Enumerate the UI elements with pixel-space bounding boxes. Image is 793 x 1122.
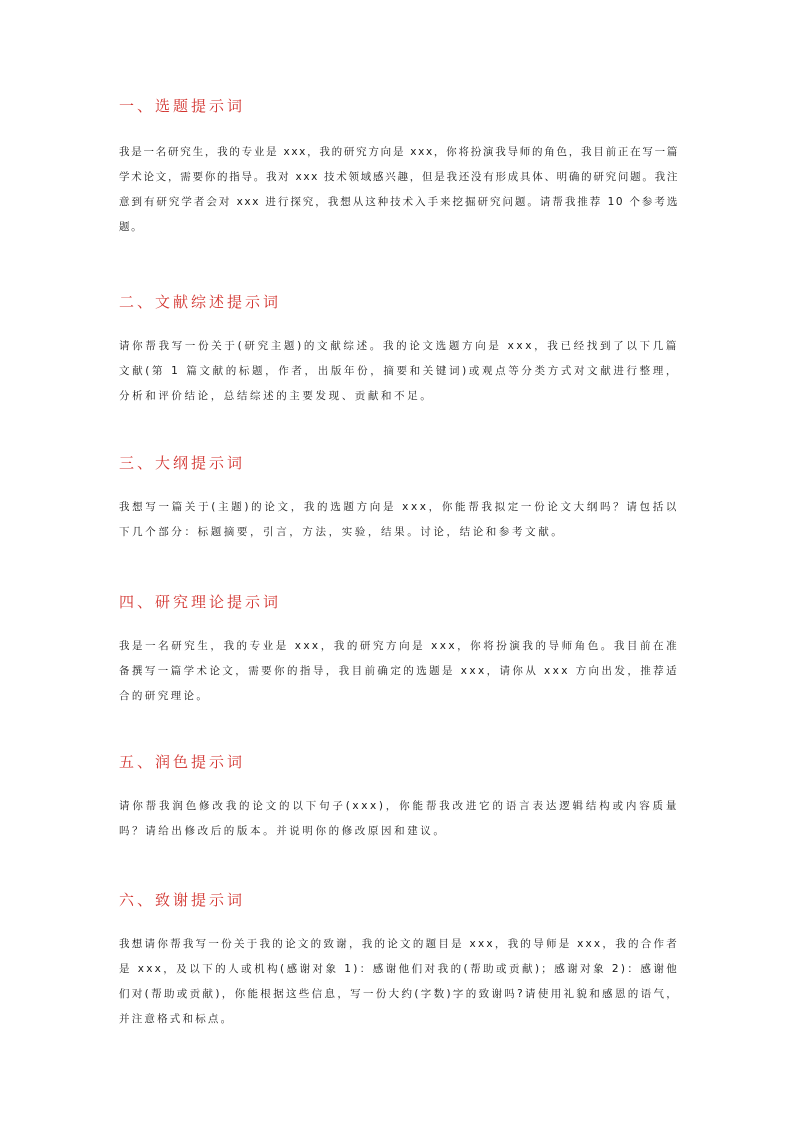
section-heading: 一、选题提示词 <box>119 97 246 115</box>
section-body: 我想写一篇关于(主题)的论文，我的选题方向是 xxx，你能帮我拟定一份论文大纲吗？请包括以下几个部分：标题摘要，引言，方法，实验，结果。讨论，结论和参考文献。 <box>119 501 679 538</box>
section-body: 我想请你帮我写一份关于我的论文的致谢，我的论文的题目是 xxx，我的导师是 xxx，我的合作者是 xxx，及以下的人或机构(感谢对象 1)：感谢他们对我的(帮助或贡献)；感谢对象 2)：感谢他们对(帮助或贡献)，你能根据这些信息，写一份大约(字数)字的致谢吗?请使用礼貌和感恩的语气，并注意格式和标点。 <box>119 938 679 1025</box>
section-body: 我是一名研究生，我的专业是 xxx，我的研究方向是 xxx，你将扮演我导师的角色，我目前正在写一篇学术论文，需要你的指导。我对 xxx 技术领域感兴趣，但是我还没有形成具体、明确的研究问题。我注意到有研究学者会对 xxx 进行探究，我想从这种技术入手来挖掘研究问题。请帮我推荐 10 个参考选题。 <box>119 146 679 233</box>
section-heading: 四、研究理论提示词 <box>119 593 282 611</box>
section-body: 请你帮我润色修改我的论文的以下句子(xxx)，你能帮我改进它的语言表达逻辑结构或内容质量吗？请给出修改后的版本。并说明你的修改原因和建议。 <box>119 800 679 837</box>
section-heading: 二、文献综述提示词 <box>119 293 282 311</box>
section-topic-prompt <box>119 96 679 240</box>
section-literature-review-prompt <box>119 292 679 409</box>
section-acknowledgement-prompt <box>119 890 679 1032</box>
section-heading: 五、润色提示词 <box>119 753 246 771</box>
section-heading: 三、大纲提示词 <box>119 454 246 472</box>
section-body: 我是一名研究生，我的专业是 xxx，我的研究方向是 xxx，你将扮演我的导师角色。我目前在准备撰写一篇学术论文，需要你的指导，我目前确定的选题是 xxx，请你从 xxx 方向出发，推荐适合的研究理论。 <box>119 640 679 702</box>
section-research-theory-prompt <box>119 592 679 709</box>
section-heading: 六、致谢提示词 <box>119 891 246 909</box>
section-body: 请你帮我写一份关于(研究主题)的文献综述。我的论文选题方向是 xxx，我已经找到了以下几篇文献(第 1 篇文献的标题，作者，出版年份，摘要和关键词)或观点等分类方式对文献进行整理，分析和评价结论，总结综述的主要发现、贡献和不足。 <box>119 340 679 402</box>
section-polish-prompt <box>119 752 679 844</box>
section-outline-prompt <box>119 453 679 545</box>
